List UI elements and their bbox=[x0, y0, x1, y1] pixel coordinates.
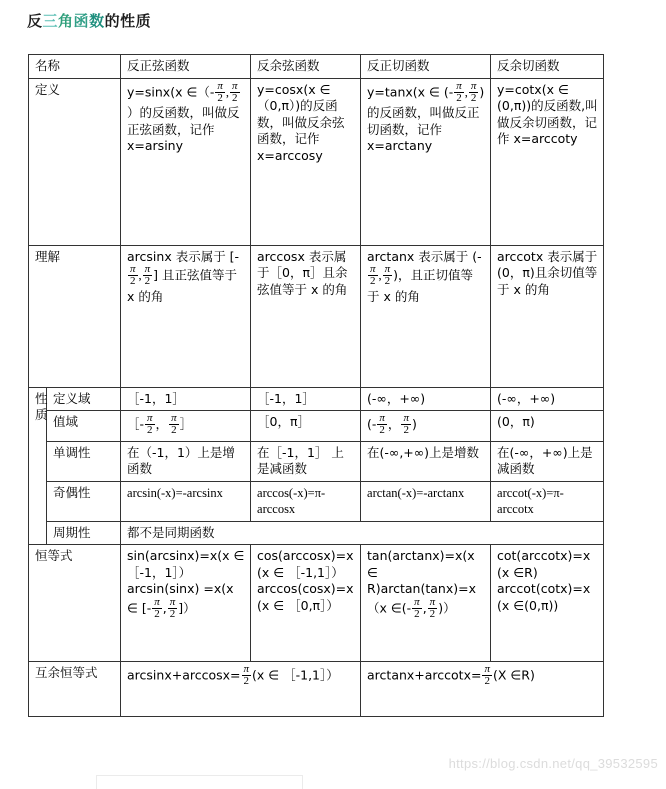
fraction-denominator: 2 bbox=[401, 424, 411, 436]
fraction-pi-over-2 bbox=[230, 81, 240, 105]
fraction-pi-over-2 bbox=[145, 413, 155, 437]
cell-complementary-left bbox=[121, 662, 361, 717]
cell-domain-arccot: (-∞，+∞) bbox=[491, 387, 604, 411]
fraction-pi-over-2 bbox=[482, 664, 492, 688]
title-seg-4: 数 bbox=[89, 13, 105, 30]
header-cell-arccot: 反余切函数 bbox=[491, 55, 604, 79]
sub-label-periodicity: 周期性 bbox=[47, 521, 121, 545]
fraction-denominator: 2 bbox=[482, 675, 492, 687]
identities-arctan-post: )） bbox=[438, 600, 456, 616]
fraction-pi-over-2 bbox=[242, 664, 252, 688]
complementary-right-post: (X ∈R) bbox=[492, 667, 535, 683]
header-cell-arctan: 反正切函数 bbox=[361, 55, 491, 79]
watermark-url: https://blog.csdn.net/qq_39532595 bbox=[448, 756, 658, 771]
cell-identities-arcsin bbox=[121, 545, 251, 662]
fraction-numerator: π bbox=[414, 595, 420, 608]
title-seg-1: 三 bbox=[42, 13, 59, 30]
fraction-numerator: π bbox=[217, 79, 223, 92]
fraction-pi-over-2 bbox=[215, 81, 225, 105]
cell-periodicity-value: 都不是同期函数 bbox=[121, 521, 604, 545]
table-row-identities bbox=[29, 545, 604, 662]
understanding-arcsin-pre: arcsinx 表示属于 [- bbox=[127, 248, 240, 264]
cell-monotonicity-arccot: 在(-∞，+∞)上是减函数 bbox=[491, 441, 604, 481]
fraction-pi-over-2 bbox=[169, 413, 179, 437]
header-cell-name: 名称 bbox=[29, 55, 121, 79]
fraction-pi-over-2 bbox=[401, 413, 411, 437]
title-seg-2: 角 bbox=[58, 13, 74, 30]
understanding-arcsin-post: ] 且正弦值等于 x 的角 bbox=[127, 267, 238, 304]
table-row-understanding bbox=[29, 245, 604, 387]
table-header-row bbox=[29, 55, 604, 79]
title-seg-0: 反 bbox=[27, 13, 43, 30]
fraction-pi-over-2 bbox=[454, 81, 464, 105]
identities-arctan-mid: , bbox=[422, 600, 427, 616]
cell-domain-arccos: ［-1，1］ bbox=[251, 387, 361, 411]
fraction-denominator: 2 bbox=[145, 424, 155, 436]
fraction-denominator: 2 bbox=[377, 424, 387, 436]
page-title bbox=[27, 10, 151, 31]
range-arcsin-post: ］ bbox=[179, 416, 193, 432]
identities-arcsin-pre: sin(arcsinx)=x(x ∈ ［-1，1］）arcsin(sinx) =x(x ∈ [- bbox=[127, 548, 245, 616]
cell-range-arctan bbox=[361, 411, 491, 442]
fraction-denominator: 2 bbox=[152, 608, 162, 620]
fraction-pi-over-2 bbox=[383, 264, 393, 288]
fraction-pi-over-2 bbox=[143, 264, 153, 288]
fraction-numerator: π bbox=[403, 412, 409, 424]
definition-arctan-pre: y=tanx(x ∈ (- bbox=[367, 84, 454, 100]
cell-domain-arctan: (-∞，+∞) bbox=[361, 387, 491, 411]
cell-definition-arccos: y=cosx(x ∈（0,π）)的反函数，叫做反余弦函数，记作 x=arccosy bbox=[251, 78, 361, 245]
fraction-pi-over-2 bbox=[377, 413, 387, 437]
definition-arctan-post: )的反函数，叫做反正切函数，记作 x=arctany bbox=[367, 84, 485, 154]
fraction-denominator: 2 bbox=[128, 275, 138, 287]
title-seg-3: 函 bbox=[73, 13, 90, 30]
cell-identities-arccot: cot(arccotx)=x (x ∈R) arccot(cotx)=x (x ∈(0,π)) bbox=[491, 545, 604, 662]
cell-understanding-arccot: arccotx 表示属于(0，π)且余切值等于 x 的角 bbox=[491, 245, 604, 387]
fraction-denominator: 2 bbox=[242, 675, 252, 687]
header-cell-arcsin: 反正弦函数 bbox=[121, 55, 251, 79]
fraction-pi-over-2 bbox=[168, 597, 178, 621]
fraction-numerator: π bbox=[484, 663, 490, 676]
definition-arcsin-pre: y=sinx(x ∈（- bbox=[127, 84, 215, 100]
sub-label-monotonicity: 单调性 bbox=[47, 441, 121, 481]
cell-understanding-arctan: arctanx 表示属于 (- $\frac{\pi}{2}$ , $\frac{\pi}{2}$ )，且正切值等于 x 的角 bbox=[361, 245, 491, 387]
fraction-denominator: 2 bbox=[383, 275, 393, 287]
fraction-pi-over-2 bbox=[128, 264, 138, 288]
fraction-numerator: π bbox=[171, 412, 177, 424]
fraction-numerator: π bbox=[169, 595, 176, 608]
range-arctan-mid: ， bbox=[387, 416, 401, 432]
fraction-numerator: π bbox=[144, 263, 151, 275]
cell-identities-arctan bbox=[361, 545, 491, 662]
fraction-pi-over-2 bbox=[368, 264, 378, 288]
identities-arcsin-post: ]） bbox=[178, 600, 196, 616]
fraction-pi-over-2 bbox=[152, 597, 162, 621]
table-row-complementary bbox=[29, 662, 604, 717]
fraction-pi-over-2 bbox=[412, 597, 422, 621]
cell-parity-arctan: arctan(-x)=-arctanx bbox=[361, 481, 491, 521]
partial-box-below-table bbox=[96, 775, 303, 789]
fraction-denominator: 2 bbox=[412, 608, 422, 620]
row-label-complementary: 互余恒等式 bbox=[29, 662, 121, 717]
complementary-left-post: (x ∈ ［-1,1］） bbox=[252, 667, 339, 683]
fraction-denominator: 2 bbox=[454, 92, 464, 104]
fraction-numerator: π bbox=[470, 79, 477, 92]
fraction-numerator: π bbox=[456, 79, 462, 92]
cell-range-arccos: ［0，π］ bbox=[251, 411, 361, 442]
table-row-parity bbox=[29, 481, 604, 521]
fraction-numerator: π bbox=[231, 79, 238, 92]
complementary-left-pre: arcsinx+arccosx= bbox=[127, 667, 241, 683]
fraction-denominator: 2 bbox=[230, 92, 240, 104]
sub-label-domain: 定义域 bbox=[47, 387, 121, 411]
sub-label-parity: 奇偶性 bbox=[47, 481, 121, 521]
table-row-definition bbox=[29, 78, 604, 245]
fraction-denominator: 2 bbox=[368, 275, 378, 287]
row-label-properties: 性质 bbox=[29, 387, 47, 545]
cell-range-arcsin bbox=[121, 411, 251, 442]
table-row-domain bbox=[29, 387, 604, 411]
identities-arctan-pre: tan(arctanx)=x(x ∈ R)arctan(tanx)=x（x ∈(- bbox=[367, 548, 476, 616]
cell-monotonicity-arcsin: 在（-1，1）上是增函数 bbox=[121, 441, 251, 481]
fraction-numerator: π bbox=[147, 412, 153, 424]
cell-definition-arcsin: y=sinx(x ∈（- $\frac{\pi}{2}$ , $\frac{\pi}{2}$ ）的反函数，叫做反正弦函数，记作 x=arsiny bbox=[121, 78, 251, 245]
table-row-periodicity bbox=[29, 521, 604, 545]
range-arctan-post: ) bbox=[411, 416, 417, 432]
fraction-numerator: π bbox=[243, 663, 250, 676]
inverse-trig-properties-table bbox=[28, 54, 604, 717]
row-label-definition: 定义 bbox=[29, 78, 121, 245]
fraction-pi-over-2 bbox=[469, 81, 479, 105]
cell-range-arccot: (0，π) bbox=[491, 411, 604, 442]
fraction-denominator: 2 bbox=[169, 424, 179, 436]
fraction-pi-over-2 bbox=[428, 597, 438, 621]
fraction-denominator: 2 bbox=[168, 608, 178, 620]
cell-domain-arcsin: ［-1，1］ bbox=[121, 387, 251, 411]
range-arcsin-pre: ［- bbox=[127, 416, 145, 432]
fraction-numerator: π bbox=[130, 263, 136, 275]
definition-arcsin-post: ）的反函数，叫做反正弦函数，记作 x=arsiny bbox=[127, 105, 240, 154]
cell-definition-arccot: y=cotx(x ∈ (0,π))的反函数,叫做反余切函数，记作 x=arccoty bbox=[491, 78, 604, 245]
cell-understanding-arccos: arccosx 表示属于［0，π］且余弦值等于 x 的角 bbox=[251, 245, 361, 387]
fraction-numerator: π bbox=[154, 595, 160, 608]
table-row-monotonicity bbox=[29, 441, 604, 481]
table-row-range bbox=[29, 411, 604, 442]
range-arctan-pre: (- bbox=[367, 416, 377, 432]
fraction-numerator: π bbox=[370, 263, 376, 275]
fraction-denominator: 2 bbox=[428, 608, 438, 620]
fraction-denominator: 2 bbox=[143, 275, 153, 287]
sub-label-range: 值域 bbox=[47, 411, 121, 442]
header-cell-arccos: 反余弦函数 bbox=[251, 55, 361, 79]
cell-parity-arcsin: arcsin(-x)=-arcsinx bbox=[121, 481, 251, 521]
fraction-denominator: 2 bbox=[215, 92, 225, 104]
fraction-numerator: π bbox=[384, 263, 391, 275]
fraction-numerator: π bbox=[379, 412, 385, 424]
cell-parity-arccot: arccot(-x)=π-arccotx bbox=[491, 481, 604, 521]
cell-understanding-arcsin: arcsinx 表示属于 [- $\frac{\pi}{2}$ , $\frac{\pi}{2}$ ] 且正弦值等于 x 的角 bbox=[121, 245, 251, 387]
cell-complementary-right bbox=[361, 662, 604, 717]
identities-arcsin-mid: , bbox=[162, 600, 167, 616]
fraction-denominator: 2 bbox=[469, 92, 479, 104]
complementary-right-pre: arctanx+arccotx= bbox=[367, 667, 482, 683]
cell-identities-arccos: cos(arccosx)=x(x ∈ ［-1,1］）arccos(cosx)=x(x ∈ ［0,π］） bbox=[251, 545, 361, 662]
cell-definition-arctan: y=tanx(x ∈ (- $\frac{\pi}{2}$ , $\frac{\pi}{2}$ )的反函数，叫做反正切函数，记作 x=arctany bbox=[361, 78, 491, 245]
row-label-understanding: 理解 bbox=[29, 245, 121, 387]
cell-monotonicity-arctan: 在(-∞,+∞)上是增数 bbox=[361, 441, 491, 481]
title-seg-5: 的性质 bbox=[104, 13, 152, 30]
understanding-arctan-post: )，且正切值等于 x 的角 bbox=[367, 267, 474, 304]
cell-monotonicity-arccos: 在［-1，1］ 上是减函数 bbox=[251, 441, 361, 481]
fraction-numerator: π bbox=[429, 595, 436, 608]
row-label-identities: 恒等式 bbox=[29, 545, 121, 662]
cell-parity-arccos: arccos(-x)=π-arccosx bbox=[251, 481, 361, 521]
range-arcsin-mid: ， bbox=[155, 416, 169, 432]
understanding-arctan-pre: arctanx 表示属于 (- bbox=[367, 248, 482, 264]
